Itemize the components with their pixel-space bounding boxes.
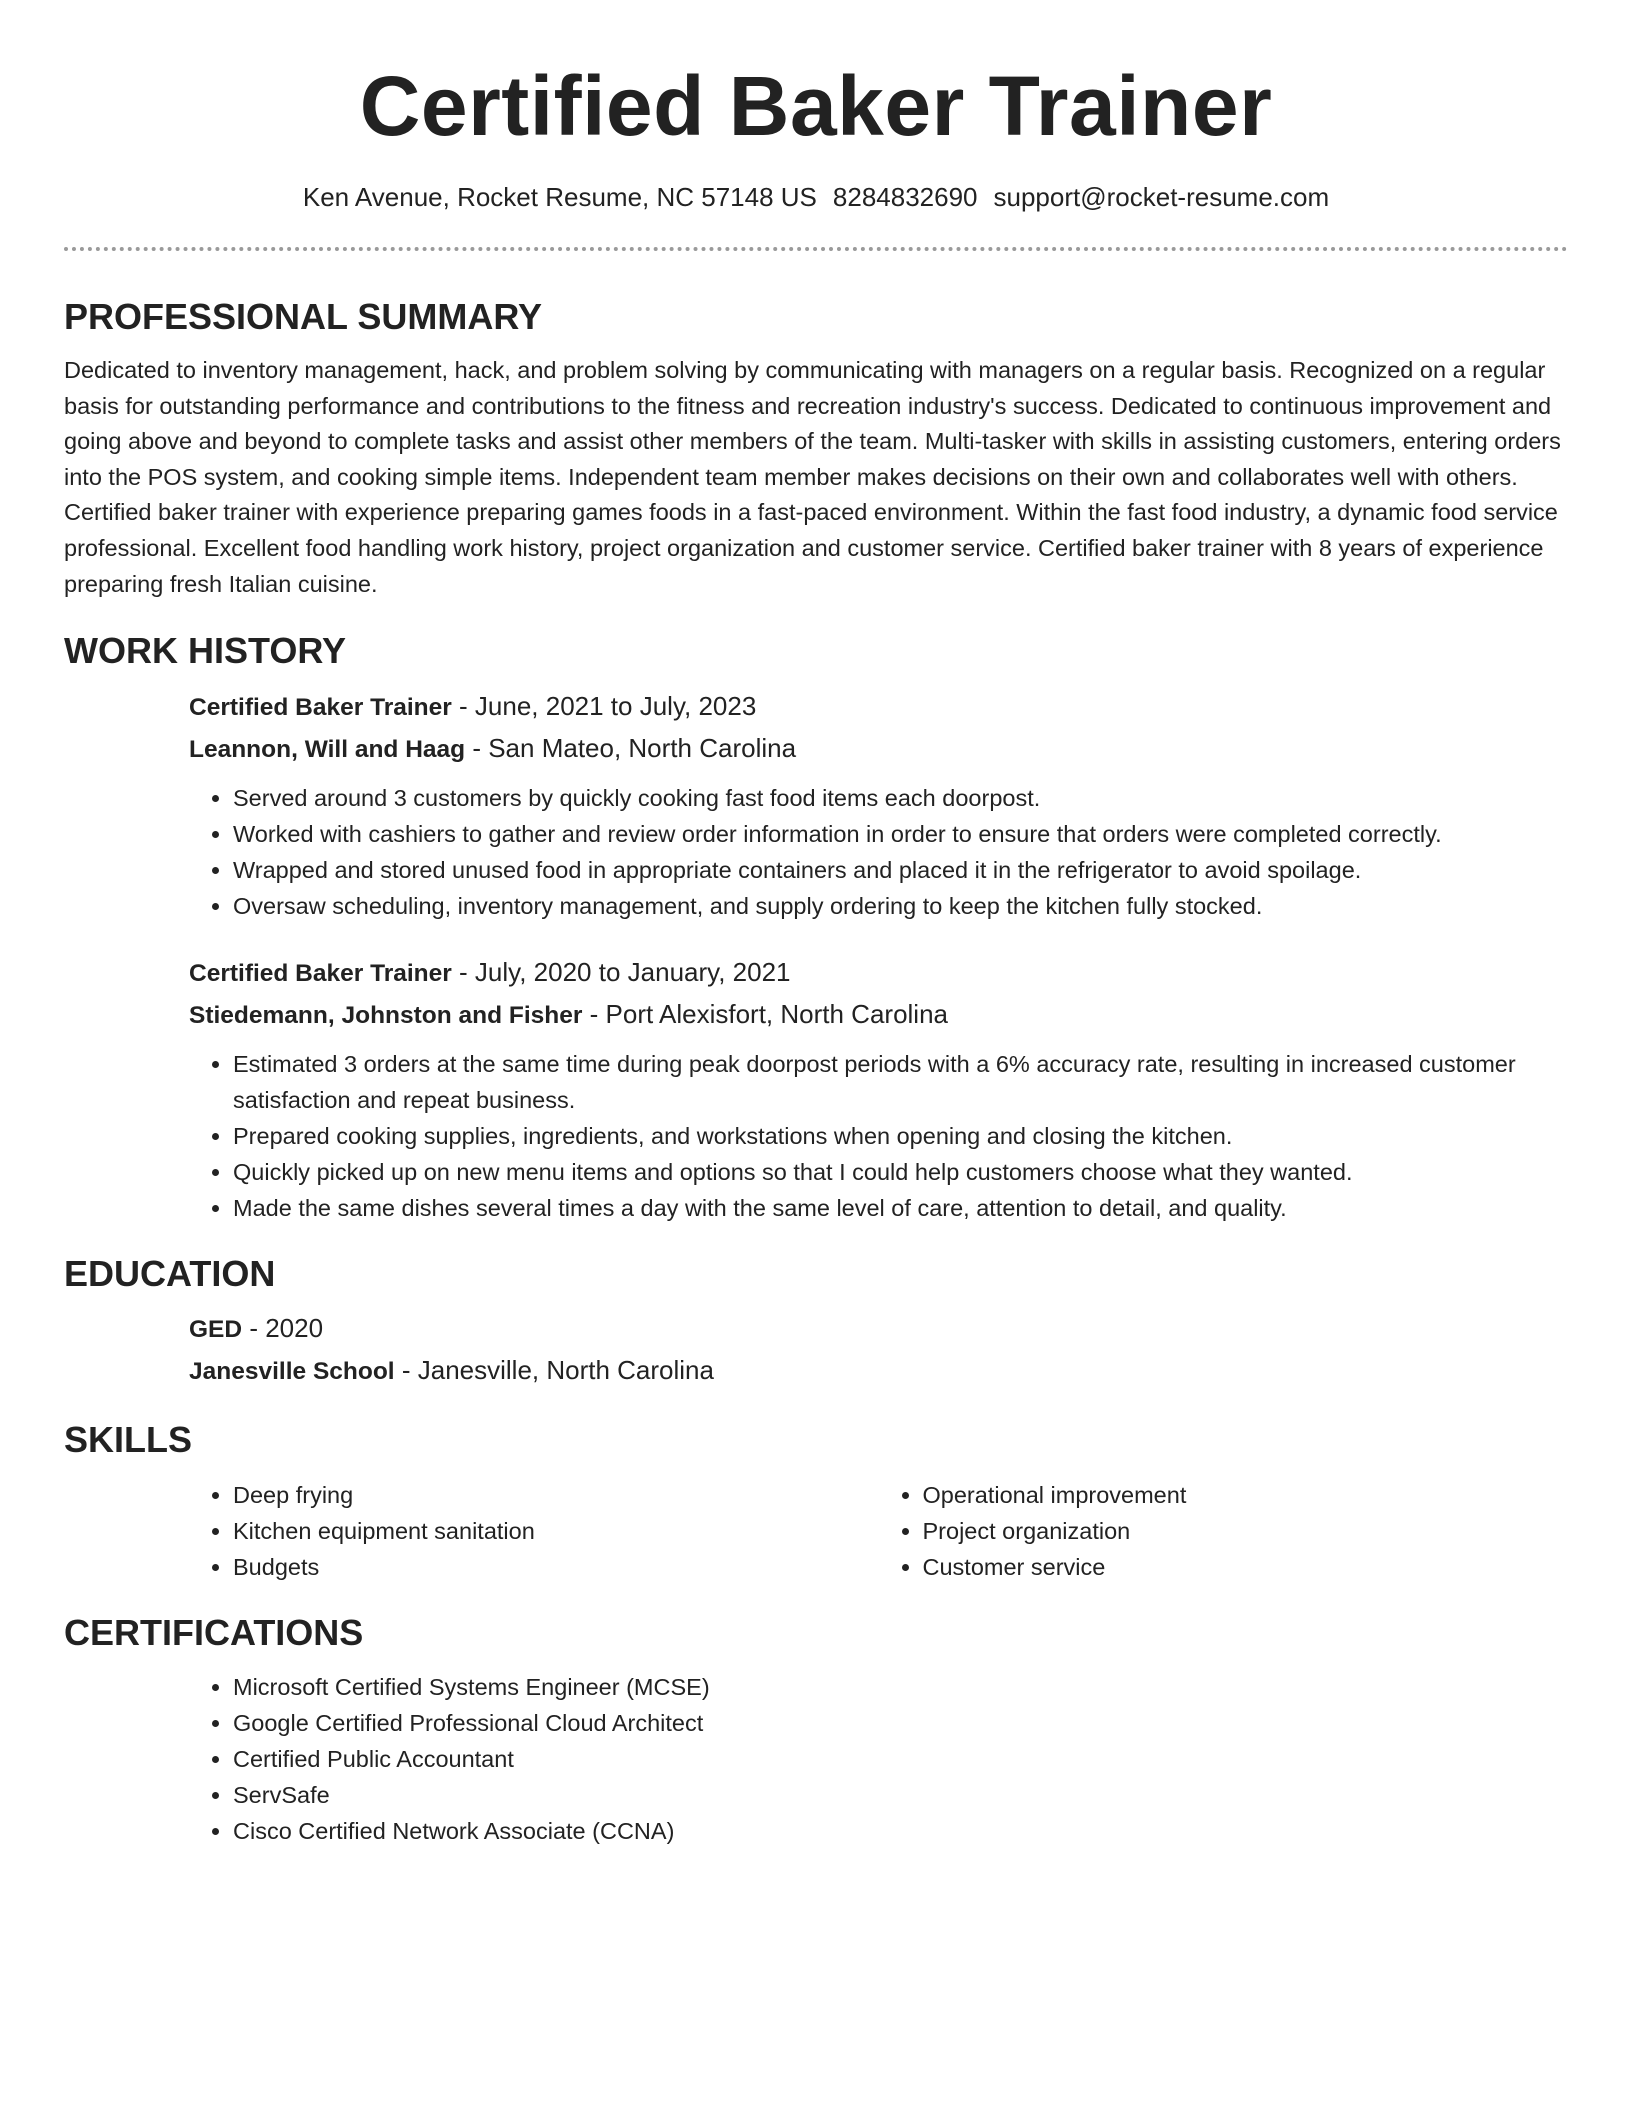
job-company-line: [189, 728, 1568, 770]
education-degree: GED: [189, 1316, 243, 1344]
job-title-line: [189, 952, 1568, 994]
job-role: Certified Baker Trainer: [189, 694, 452, 722]
section-title-skills: SKILLS: [64, 1419, 193, 1461]
contact-address: Ken Avenue, Rocket Resume, NC 57148 US: [302, 182, 817, 212]
certification-item: • Certified Public Accountant: [233, 1741, 1568, 1777]
job-bullet: • Made the same dishes several times a day with the same level of care, attention to detail, and quality.: [233, 1190, 1568, 1226]
contact-line: [64, 180, 1568, 214]
job-bullet: • Oversaw scheduling, inventory management, and supply ordering to keep the kitchen fully stocked.: [233, 888, 1568, 924]
contact-email: support@rocket-resume.com: [993, 182, 1330, 212]
skill-item: • Budgets: [233, 1549, 879, 1585]
certification-item: • Google Certified Professional Cloud Architect: [233, 1705, 1568, 1741]
skills-grid: [189, 1477, 1568, 1585]
job-bullets: [189, 780, 1568, 924]
job-bullets: [189, 1046, 1568, 1226]
job-role: Certified Baker Trainer: [189, 960, 452, 988]
resume-name: Certified Baker Trainer: [359, 59, 1273, 153]
summary-text: Dedicated to inventory management, hack, and problem solving by communicating with managers on a regular basis. Recognized on a regular basis for outstanding performance and contributions to the fitness and recreation industry's success. Dedicated to continuous improvement and going above and beyond to complete tasks and assist other members of the team. Multi-tasker with skills in assisting customers, entering orders into the POS system, and cooking simple items. Independent team member makes decisions on their own and collaborates well with others. Certified baker trainer with experience preparing games foods in a fast-paced environment. Within the fast food industry, a dynamic food service professional. Excellent food handling work history, project organization and customer service. Certified baker trainer with 8 years of experience preparing fresh Italian cuisine.: [64, 357, 1561, 597]
education-entry: [189, 1308, 1568, 1392]
section-title-summary: PROFESSIONAL SUMMARY: [64, 296, 543, 337]
section-title-education: EDUCATION: [64, 1253, 276, 1295]
skill-item: • Customer service: [923, 1549, 1569, 1585]
certifications-entry: [189, 1669, 1568, 1849]
job-location: - San Mateo, North Carolina: [465, 733, 797, 764]
job-bullet: • Estimated 3 orders at the same time during peak doorpost periods with a 6% accuracy rate, resulting in increased customer satisfaction and repeat business.: [233, 1046, 1568, 1118]
resume-page: [64, 0, 1568, 1849]
job-bullet: • Quickly picked up on new menu items and options so that I could help customers choose what they wanted.: [233, 1154, 1568, 1190]
contact-phone: 8284832690: [832, 182, 978, 212]
job-company: Leannon, Will and Haag: [189, 736, 466, 764]
education-degree-line: [189, 1308, 1568, 1350]
education-location: - Janesville, North Carolina: [394, 1355, 714, 1386]
skills-list-right: [879, 1477, 1569, 1585]
job-bullet: • Served around 3 customers by quickly cooking fast food items each doorpost.: [233, 780, 1568, 816]
certification-item: • Cisco Certified Network Associate (CCNA): [233, 1813, 1568, 1849]
skills-list-left: [189, 1477, 879, 1585]
job-company-line: [189, 994, 1568, 1036]
certifications-list: [189, 1669, 1568, 1849]
education-year: - 2020: [242, 1313, 324, 1344]
certification-item: • Microsoft Certified Systems Engineer (MCSE): [233, 1669, 1568, 1705]
section-title-certifications: CERTIFICATIONS: [64, 1612, 364, 1654]
job-title-line: [189, 686, 1568, 728]
skill-item: • Operational improvement: [923, 1477, 1569, 1513]
header-divider: [64, 247, 1568, 251]
job-company: Stiedemann, Johnston and Fisher: [189, 1002, 583, 1030]
job-dates: - June, 2021 to July, 2023: [451, 691, 757, 722]
section-title-work-history: WORK HISTORY: [64, 630, 347, 672]
skill-item: • Kitchen equipment sanitation: [233, 1513, 879, 1549]
job-location: - Port Alexisfort, North Carolina: [582, 999, 948, 1030]
job-bullet: • Worked with cashiers to gather and review order information in order to ensure that orders were completed correctly.: [233, 816, 1568, 852]
certification-item: • ServSafe: [233, 1777, 1568, 1813]
job-entry: [189, 686, 1568, 924]
skill-item: • Project organization: [923, 1513, 1569, 1549]
job-entry: [189, 952, 1568, 1226]
education-school-line: [189, 1350, 1568, 1392]
skill-item: • Deep frying: [233, 1477, 879, 1513]
job-dates: - July, 2020 to January, 2021: [451, 957, 791, 988]
job-bullet: • Prepared cooking supplies, ingredients, and workstations when opening and closing the kitchen.: [233, 1118, 1568, 1154]
education-school: Janesville School: [189, 1358, 395, 1386]
job-bullet: • Wrapped and stored unused food in appropriate containers and placed it in the refrigerator to avoid spoilage.: [233, 852, 1568, 888]
